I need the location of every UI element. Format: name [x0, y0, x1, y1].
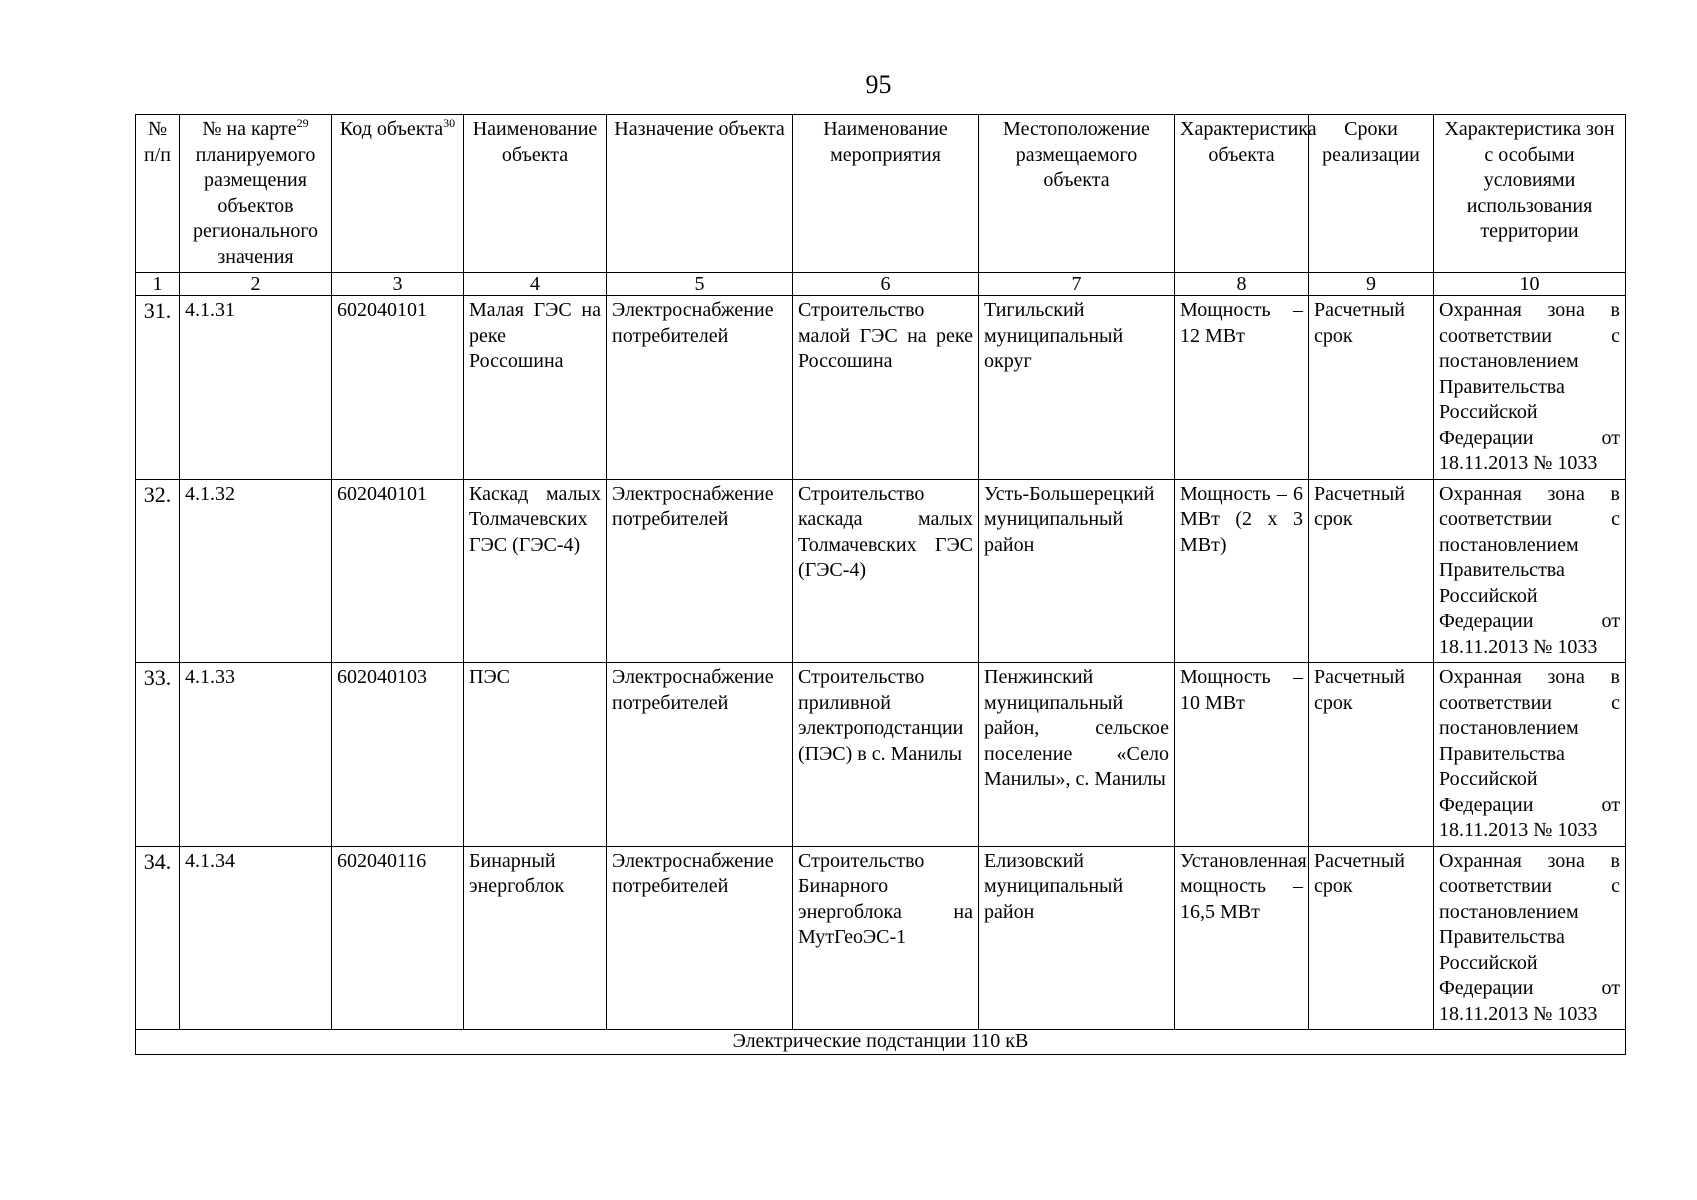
object-characteristic: Установленная мощность – 16,5 МВт	[1175, 846, 1309, 1030]
column-number: 3	[332, 273, 464, 296]
map-number: 4.1.31	[180, 296, 332, 480]
column-number: 7	[979, 273, 1175, 296]
measure-name: Строительство Бинарного энергоблока на МутГеоЭС-1	[793, 846, 979, 1030]
implementation-term: Расчетный срок	[1309, 479, 1434, 663]
row-number: 31.	[136, 296, 180, 480]
section-title: Электрические подстанции 110 кВ	[136, 1030, 1626, 1055]
table-row	[136, 663, 1626, 847]
map-number: 4.1.33	[180, 663, 332, 847]
column-number: 6	[793, 273, 979, 296]
object-characteristic: Мощность – 12 МВт	[1175, 296, 1309, 480]
row-number: 34.	[136, 846, 180, 1030]
object-characteristic: Мощность – 6 МВт (2 х 3 МВт)	[1175, 479, 1309, 663]
object-name: Каскад малых Толмачевских ГЭС (ГЭС-4)	[464, 479, 607, 663]
page-number: 95	[865, 70, 892, 99]
table-header-row	[136, 115, 1626, 273]
header-cell: Характеристика объекта	[1175, 115, 1309, 273]
object-code: 602040103	[332, 663, 464, 847]
implementation-term: Расчетный срок	[1309, 663, 1434, 847]
footnote-mark: 29	[296, 116, 309, 130]
map-number: 4.1.34	[180, 846, 332, 1030]
column-number: 9	[1309, 273, 1434, 296]
column-number: 5	[607, 273, 793, 296]
header-cell: Код объекта$^{30}$	[332, 115, 464, 273]
measure-name: Строительство малой ГЭС на реке Россошина	[793, 296, 979, 480]
object-purpose: Электроснабжение потребителей	[607, 846, 793, 1030]
header-cell: Наименование объекта	[464, 115, 607, 273]
object-name: ПЭС	[464, 663, 607, 847]
object-code: 602040116	[332, 846, 464, 1030]
column-number: 2	[180, 273, 332, 296]
column-number: 1	[136, 273, 180, 296]
object-location: Усть-Большерецкий муниципальный район	[979, 479, 1175, 663]
object-code: 602040101	[332, 296, 464, 480]
regional-objects-table	[135, 114, 1626, 1055]
table-row	[136, 846, 1626, 1030]
header-cell: Назначение объекта	[607, 115, 793, 273]
column-number: 8	[1175, 273, 1309, 296]
header-cell: № п/п	[136, 115, 180, 273]
object-location: Елизовский муниципальный район	[979, 846, 1175, 1030]
object-name: Малая ГЭС на реке Россошина	[464, 296, 607, 480]
zone-characteristic: Охранная зона в соответствии с постановлением Правительства Российской Федерации от 18.11.2013 № 1033	[1434, 479, 1626, 663]
column-number: 10	[1434, 273, 1626, 296]
column-number-row	[136, 273, 1626, 296]
zone-characteristic: Охранная зона в соответствии с постановлением Правительства Российской Федерации от 18.11.2013 № 1033	[1434, 846, 1626, 1030]
header-cell: № на карте$^{29}$ планируемого размещения объектов регионального значения	[180, 115, 332, 273]
header-cell: Характеристика зон с особыми условиями использования территории	[1434, 115, 1626, 273]
header-cell: Сроки реализации	[1309, 115, 1434, 273]
section-row	[136, 1030, 1626, 1055]
header-cell: Наименование мероприятия	[793, 115, 979, 273]
object-location: Пенжинский муниципальный район, сельское поселение «Село Манилы», с. Манилы	[979, 663, 1175, 847]
footnote-mark: 30	[443, 116, 456, 130]
row-number: 33.	[136, 663, 180, 847]
implementation-term: Расчетный срок	[1309, 846, 1434, 1030]
object-characteristic: Мощность – 10 МВт	[1175, 663, 1309, 847]
object-purpose: Электроснабжение потребителей	[607, 479, 793, 663]
implementation-term: Расчетный срок	[1309, 296, 1434, 480]
object-location: Тигильский муниципальный округ	[979, 296, 1175, 480]
measure-name: Строительство каскада малых Толмачевских ГЭС (ГЭС-4)	[793, 479, 979, 663]
zone-characteristic: Охранная зона в соответствии с постановлением Правительства Российской Федерации от 18.11.2013 № 1033	[1434, 663, 1626, 847]
header-cell: Местоположение размещаемого объекта	[979, 115, 1175, 273]
row-number: 32.	[136, 479, 180, 663]
object-purpose: Электроснабжение потребителей	[607, 296, 793, 480]
table-row	[136, 479, 1626, 663]
zone-characteristic: Охранная зона в соответствии с постановлением Правительства Российской Федерации от 18.11.2013 № 1033	[1434, 296, 1626, 480]
object-purpose: Электроснабжение потребителей	[607, 663, 793, 847]
table-row	[136, 296, 1626, 480]
object-code: 602040101	[332, 479, 464, 663]
measure-name: Строительство приливной электроподстанции (ПЭС) в с. Манилы	[793, 663, 979, 847]
column-number: 4	[464, 273, 607, 296]
map-number: 4.1.32	[180, 479, 332, 663]
object-name: Бинарный энергоблок	[464, 846, 607, 1030]
